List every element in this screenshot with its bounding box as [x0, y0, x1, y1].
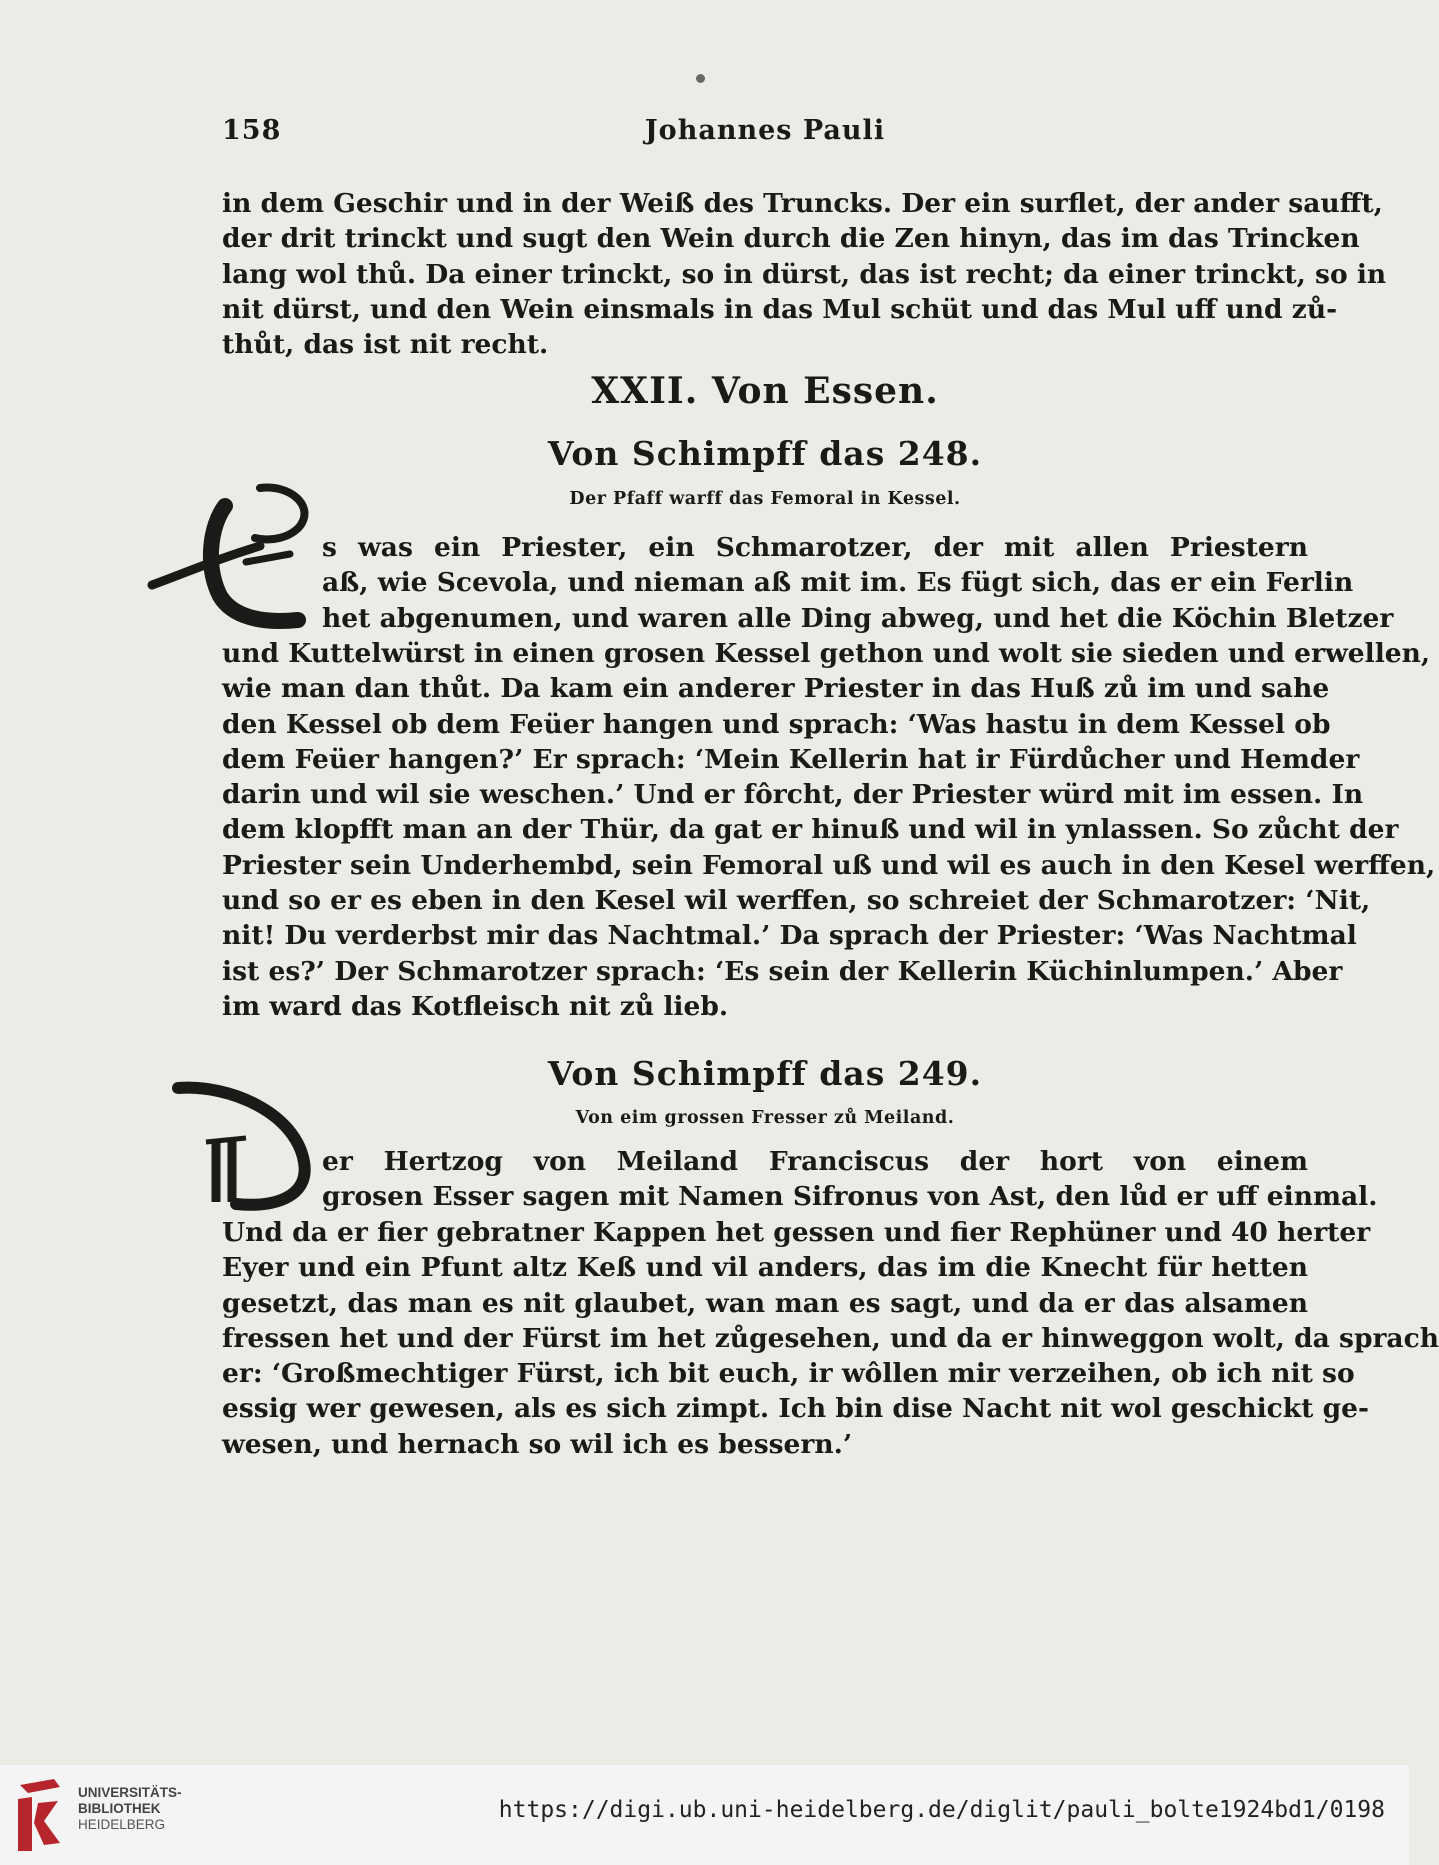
- permalink-url[interactable]: https://digi.ub.uni-heidelberg.de/diglit/pauli_bolte1924bd1/0198: [498, 1797, 1385, 1823]
- text-line: ist es?’ Der Schmarotzer sprach: ‘Es sein der Kellerin Küchinlumpen.’ Aber: [222, 955, 1343, 987]
- text-line: fressen het und der Fürst im het zůgesehen, und da er hinweggon wolt, da sprach: [222, 1322, 1439, 1354]
- page-number: 158: [222, 115, 282, 146]
- text-line: dem Feüer hangen?’ Er sprach: ‘Mein Kellerin hat ir Fürdůcher und Hemder: [222, 743, 1360, 775]
- story1-title: Von Schimpff das 248.: [547, 434, 983, 473]
- text-line: nit dürst, und den Wein einsmals in das Mul schüt und das Mul uff und zů-: [222, 293, 1338, 325]
- running-head: [222, 115, 1308, 155]
- text-line: und Kuttelwürst in einen grosen Kessel gethon und wolt sie sieden und erwellen,: [222, 638, 1431, 669]
- running-title: Johannes Pauli: [644, 115, 886, 146]
- text-line: darin und wil sie weschen.’ Und er fôrcht, der Priester würd mit im essen. In: [222, 779, 1364, 811]
- text-line: den Kessel ob dem Feüer hangen und sprach: ‘Was hastu in dem Kessel ob: [222, 708, 1331, 740]
- story2-indented-lines: [222, 1144, 1378, 1215]
- text-line: nit! Du verderbst mir das Nachtmal.’ Da sprach der Priester: ‘Was Nachtmal: [222, 920, 1357, 952]
- text-line: aß, wie Scevola, und nieman aß mit im. Es fügt sich, das er ein Ferlin: [322, 567, 1354, 599]
- text-line: lang wol thů. Da einer trinckt, so in dürst, das ist recht; da einer trinckt, so in: [222, 258, 1387, 290]
- text-line: und so er es eben in den Kesel wil werffen, so schreiet der Schmarotzer: ‘Nit,: [222, 885, 1371, 917]
- text-line: gesetzt, das man es nit glaubet, wan man es sagt, und da er das alsamen: [222, 1287, 1308, 1319]
- chapter-title: XXII. Von Essen.: [591, 370, 939, 412]
- initial-d-letter: D: [236, 1092, 237, 1093]
- text-line: Eyer und ein Pfunt altz Keß und vil anders, das im die Knecht für hetten: [222, 1252, 1308, 1284]
- library-name: [78, 1785, 182, 1833]
- story2-paragraph: [222, 1215, 1439, 1462]
- text-line: het abgenumen, und waren alle Ding abweg, und het die Köchin Bletzer: [322, 602, 1394, 634]
- library-name-line2: BIBLIOTHEK: [78, 1801, 161, 1816]
- story1-subtitle: Der Pfaff warff das Femoral in Kessel.: [569, 489, 961, 509]
- intro-paragraph: [222, 186, 1387, 362]
- story1-indented-lines: [222, 530, 1394, 636]
- ink-smudge: [696, 74, 705, 83]
- story2-title: Von Schimpff das 249.: [547, 1054, 983, 1093]
- text-line: grosen Esser sagen mit Namen Sifronus von Ast, den lůd er uff einmal.: [322, 1181, 1378, 1213]
- story2-subtitle: Von eim grossen Fresser zů Meiland.: [575, 1108, 955, 1128]
- library-name-line1: UNIVERSITÄTS-: [78, 1785, 182, 1800]
- library-name-line3: HEIDELBERG: [78, 1817, 166, 1832]
- text-line: in dem Geschir und in der Weiß des Truncks. Der ein surflet, der ander saufft,: [222, 188, 1383, 219]
- text-line: im ward das Kotfleisch nit zů lieb.: [222, 990, 729, 1022]
- text-line: s was ein Priester, ein Schmarotzer, der mit allen Priestern: [322, 532, 1308, 563]
- text-line: der drit trinckt und sugt den Wein durch die Zen hinyn, das im das Trincken: [222, 223, 1360, 255]
- text-line: Und da er fier gebratner Kappen het gessen und fier Rephüner und 40 herter: [222, 1217, 1371, 1248]
- text-line: wesen, und hernach so wil ich es bessern.’: [222, 1428, 853, 1460]
- text-line: thůt, das ist nit recht.: [222, 329, 549, 361]
- text-line: er Hertzog von Meiland Franciscus der hort von einem: [322, 1146, 1308, 1177]
- text-line: essig wer gewesen, als es sich zimpt. Ich bin dise Nacht nit wol geschickt ge-: [222, 1393, 1370, 1425]
- library-logo-icon[interactable]: [14, 1777, 66, 1853]
- text-line: wie man dan thůt. Da kam ein anderer Priester in das Huß zů im und sahe: [222, 673, 1330, 705]
- initial-e-letter: E: [250, 494, 251, 495]
- text-line: Priester sein Underhembd, sein Femoral uß und wil es auch in den Kesel werffen,: [222, 849, 1436, 881]
- text-line: dem klopfft man an der Thür, da gat er hinuß und wil in ynlassen. So zůcht der: [222, 814, 1399, 846]
- text-line: er: ‘Großmechtiger Fürst, ich bit euch, ir wôllen mir verzeihen, ob ich nit so: [222, 1358, 1355, 1390]
- footer-bar: [0, 1765, 1409, 1865]
- story1-paragraph: [222, 636, 1436, 1024]
